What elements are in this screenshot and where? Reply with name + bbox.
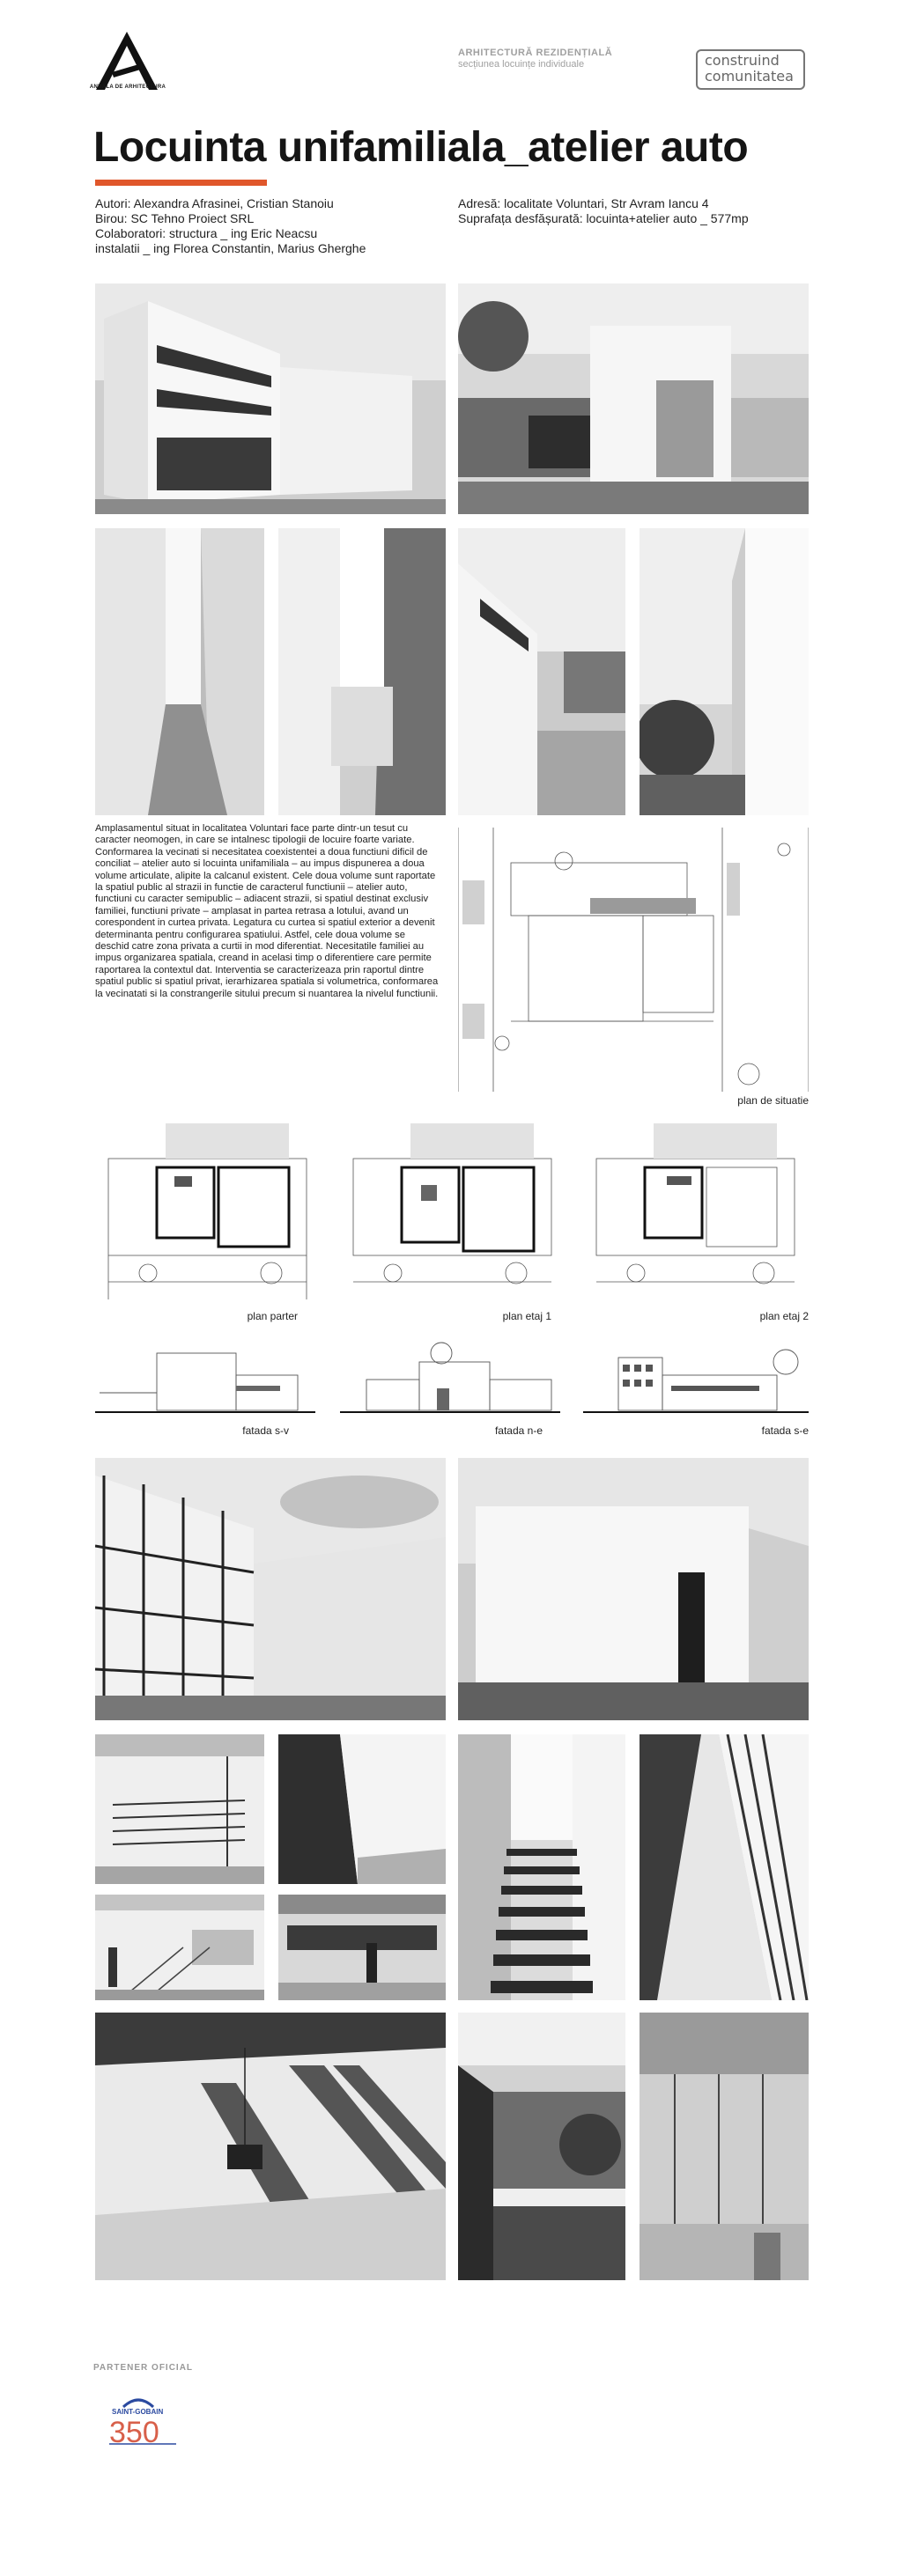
info-left [95,196,447,256]
ground-floor-plan [95,1123,315,1308]
site-plan-drawing [458,828,809,1092]
construind-comunitatea-logo [696,49,805,90]
info-collaborators: Colaboratori: structura _ ing Eric Neacsu [95,226,318,240]
sponsor-name: SAINT-GOBAIN [112,2408,164,2416]
anuala-logo-icon [92,30,161,92]
photo-interior-window-sill [458,2013,625,2280]
photo-construction-scaffold [95,1458,446,1720]
caption-fatada-sv: fatada s-v [242,1424,289,1437]
facade-se-drawing [583,1340,809,1419]
photo-narrow-passage-1 [95,528,264,815]
caption-site-plan: plan de situatie [737,1094,809,1107]
facade-sv-drawing [95,1340,315,1419]
cc-logo-line-2: comunitatea [705,68,794,85]
info-installations: instalatii _ ing Florea Constantin, Marius Gherghe [95,241,366,255]
caption-fatada-se: fatada s-e [761,1424,809,1437]
photo-side-wall-window [458,528,625,815]
category-line-2: secțiunea locuințe individuale [458,59,585,70]
photo-exterior-street-view [458,283,809,514]
category-label [458,48,612,70]
partner-label: PARTENER OFICIAL [93,2363,194,2373]
logo-text: ANUALA DE ARHITECTURA [89,85,166,90]
photo-interior-worker [95,1895,264,2000]
photo-glazed-facade-diagonal [640,1734,809,2000]
caption-fatada-ne: fatada n-e [494,1424,543,1437]
facade-ne-drawing [340,1340,560,1419]
photo-exterior-street-corner [95,283,446,514]
photo-white-volume-front [458,1458,809,1720]
info-right [458,196,810,226]
caption-plan-etaj-1: plan etaj 1 [502,1310,551,1322]
photo-narrow-passage-2 [278,528,446,815]
photo-interior-stairs-rail [95,1734,264,1884]
title-accent-bar [95,180,267,186]
photo-interior-glazing [640,2013,809,2280]
info-area: Suprafața desfășurată: locuinta+atelier auto _ 577mp [458,211,749,225]
photo-interior-walls [278,1734,446,1884]
second-floor-plan [583,1123,809,1308]
photo-shadows-interior [95,2013,446,2280]
photo-interior-ribbon-window [278,1895,446,2000]
page-title: Locuinta unifamiliala_atelier auto [93,124,749,171]
info-authors: Autori: Alexandra Afrasinei, Cristian Stanoiu [95,196,334,210]
info-address: Adresă: localitate Voluntari, Str Avram Iancu 4 [458,196,709,210]
caption-plan-parter: plan parter [247,1310,298,1322]
photo-interior-staircase [458,1734,625,2000]
sponsor-number: 350 [109,2416,159,2447]
first-floor-plan [340,1123,560,1308]
category-line-1: ARHITECTURĂ REZIDENȚIALĂ [458,48,613,58]
caption-plan-etaj-2: plan etaj 2 [759,1310,809,1322]
photo-corner-volume [640,528,809,815]
saint-gobain-350-logo [107,2391,204,2447]
project-description: Amplasamentul situat in localitatea Voluntari face parte dintr-un tesut cu caracter neomogen, in care se intalnesc tipologii de locuire foarte variate. Conformarea la vecinati si necesitatea coexistentei a doua functiuni dificil de conciliat – atelier auto si locuinta unifamiliala – au impus dispunerea a doua volume articulate, alipite la calcanul existent. Cele doua volume sunt raportate la spatiul public al strazii in functie de caracterul functiunii – atelier auto, functiuni cu caracter semipublic – adiacent strazii, si spatiul destinat exclusiv familiei, functiuni private – amplasat in partea retrasa a lotului, avand un corespondent in curtea privata. Legatura cu curtea si spatiul exterior a devenit determinanta pentru configurarea spatiului. Astfel, cele doua volume se deschid catre zona privata a curtii in mod diferentiat. Necesitatile familiei au impus organizarea spatiala, creand in acelasi timp o diferentiere care permite raportarea la contextul dat. Interventia se caracterizeaza prin raportul dintre spatiul public si spatiul privat, ierarhizarea spatiala si volumetrica, conformarea la vecinatati si la constrangerile sitului precum si nuantarea la nivelul functiunii. [95,823,439,999]
cc-logo-line-1: construind [705,52,780,69]
info-office: Birou: SC Tehno Proiect SRL [95,211,255,225]
